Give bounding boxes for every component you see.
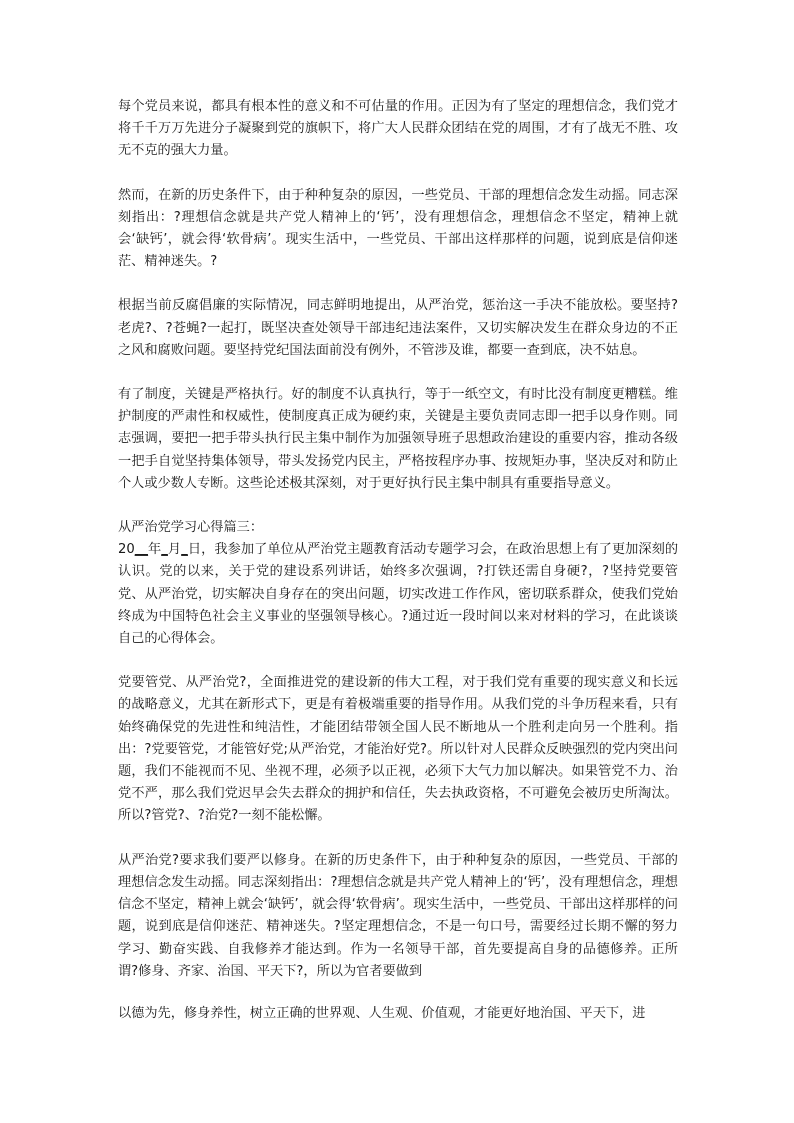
date-year-label: 年 xyxy=(147,542,162,558)
date-year-prefix: 20 xyxy=(118,542,135,558)
date-blank-2: _ xyxy=(161,542,168,558)
date-blank-3: _ xyxy=(181,542,188,558)
section-heading: 从严治党学习心得篇三： xyxy=(118,520,264,536)
paragraph-7: 从严治党?要求我们要严以修身。在新的历史条件下，由于种种复杂的原因，一些党员、干部的理想信念发生动摇。同志深刻指出：?理想信念就是共产党人精神上的‘钙’，没有理想信念，理想信念不坚定，精神上就会‘缺钙’，就会得‘软骨病’。现实生活中，一些党员、干部出这样那样的问题，说到底是信仰迷茫、精神迷失。?坚定理想信念，不是一句口号，需要经过长期不懈的努力学习、勤奋实践、自我修养才能达到。作为一名领导干部，首先要提高自身的品德修养。正所谓?修身、齐家、治国、平天下?，所以为官者要做到 xyxy=(118,852,678,979)
document-page xyxy=(118,96,678,1025)
date-day-label: 日 xyxy=(187,542,202,558)
paragraph-6: 党要管党、从严治党?，全面推进党的建设新的伟大工程，对于我们党有重要的现实意义和长远的战略意义，尤其在新形式下，更是有着极端重要的指导作用。从我们党的斗争历程来看，只有始终确保党的先进性和纯洁性，才能团结带领全国人民不断地从一个胜利走向另一个胜利。指出：?党要管党，才能管好党;从严治党，才能治好党?。所以针对人民群众反映强烈的党内突出问题，我们不能视而不见、坐视不理，必须予以正视，必须下大气力加以解决。如果管党不力、治党不严，那么我们党迟早会失去群众的拥护和信任，失去执政资格，不可避免会被历史所淘汰。所以?管党?、?治党?一刻不能松懈。 xyxy=(118,675,678,824)
paragraph-2: 然而，在新的历史条件下，由于种种复杂的原因，一些党员、干部的理想信念发生动摇。同志深刻指出：?理想信念就是共产党人精神上的‘钙’，没有理想信念，理想信念不坚定，精神上就会‘缺钙’，就会得‘软骨病’。现实生活中，一些党员、干部出这样那样的问题，说到底是信仰迷茫、精神迷失。? xyxy=(118,187,678,270)
date-month-label: 月 xyxy=(167,542,182,558)
paragraph-1: 每个党员来说，都具有根本性的意义和不可估量的作用。正因为有了坚定的理想信念，我们党才将千千万万先进分子凝聚到党的旗帜下，将广大人民群众团结在党的周围，才有了战无不胜、攻无不克的强大力量。 xyxy=(118,99,678,159)
paragraph-3: 根据当前反腐倡廉的实际情况，同志鲜明地提出，从严治党，惩治这一手决不能放松。要坚持?老虎?、?苍蝇?一起打，既坚决查处领导干部违纪违法案件，又切实解决发生在群众身边的不正之风和腐败问题。要坚持党纪国法面前没有例外，不管涉及谁，都要一查到底，决不姑息。 xyxy=(118,298,678,358)
paragraph-4: 有了制度，关键是严格执行。好的制度不认真执行，等于一纸空文，有时比没有制度更糟糕。维护制度的严肃性和权威性，使制度真正成为硬约束，关键是主要负责同志即一把手以身作则。同志强调，要把一把手带头执行民主集中制作为加强领导班子思想政治建设的重要内容，推动各级一把手自觉坚持集体领导，带头发扬党内民主，严格按程序办事、按规矩办事，坚决反对和防止个人或少数人专断。这些论述极其深刻，对于更好执行民主集中制具有重要指导意义。 xyxy=(118,387,678,491)
date-paragraph-text: ，我参加了单位从严治党主题教育活动专题学习会，在政治思想上有了更加深刻的认识。党的以来，关于党的建设系列讲话，始终多次强调，?打铁还需自身硬?，?坚持党要管党、从严治党，切实解决自身存在的突出问题，切实改进工作作风，密切联系群众，使我们党始终成为中国特色社会主义事业的坚强领导核心。?通过近一段时间以来对材料的学习，在此谈谈自己的心得体会。 xyxy=(118,542,679,647)
date-blank-1: __ xyxy=(134,542,148,558)
paragraph-8: 以德为先，修身养性，树立正确的世界观、人生观、价值观，才能更好地治国、平天下，进 xyxy=(118,1005,646,1021)
date-paragraph xyxy=(118,539,678,650)
